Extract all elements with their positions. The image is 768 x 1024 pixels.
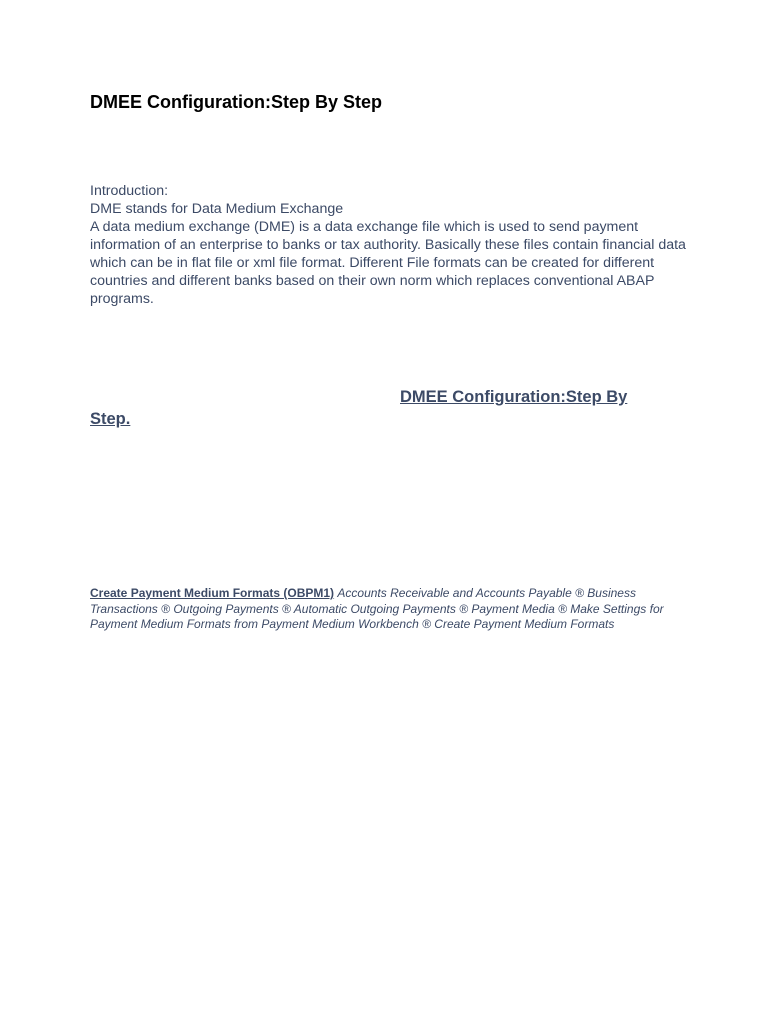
menu-path-text: Accounts Receivable and Accounts Payable ® Business Transactions ® Outgoing Payments ® Automatic Outgoing Payments ® Payment Media ® Make Settings for Payment Medium Formats from Payment Medium Workbench ® Create Payment Medium Formats	[90, 586, 664, 631]
menu-path-paragraph	[90, 586, 682, 633]
document-title: DMEE Configuration:Step By Step	[90, 92, 382, 112]
introduction-heading: Introduction:	[90, 183, 169, 199]
obpm1-link[interactable]: Create Payment Medium Formats (OBPM1)	[90, 586, 335, 600]
introduction-definition: DME stands for Data Medium Exchange	[90, 201, 344, 217]
section-heading: DMEE Configuration:Step By Step.	[90, 388, 628, 428]
introduction-body: A data medium exchange (DME) is a data exchange file which is used to send payment information of an enterprise to banks or tax authority. Basically these files contain financial data which can be in flat file or xml file format. Different File formats can be created for different countries and different banks based on their own norm which replaces conventional ABAP programs.	[90, 219, 686, 307]
introduction-section	[90, 182, 690, 308]
